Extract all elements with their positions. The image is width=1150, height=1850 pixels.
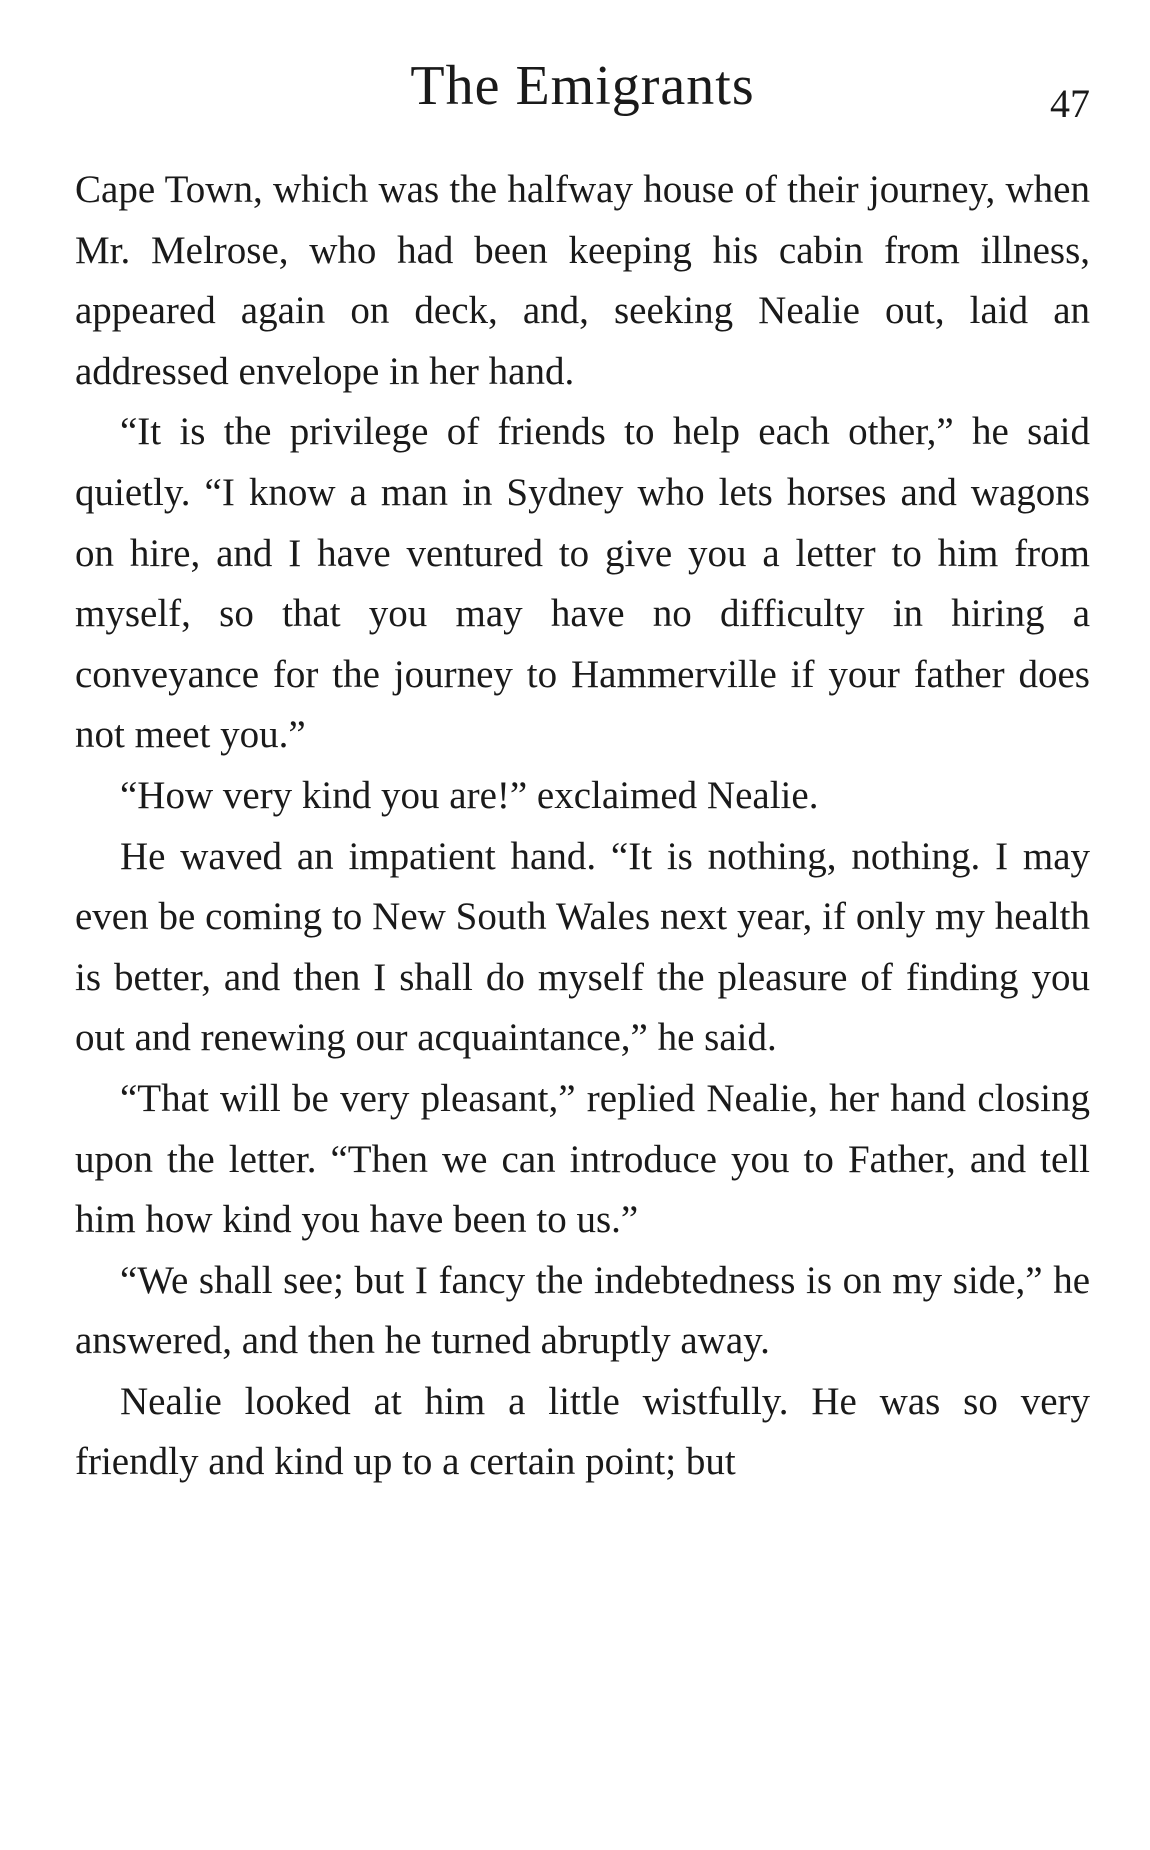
page-header: [75, 40, 1090, 150]
paragraph: “We shall see; but I fancy the indebtedness is on my side,” he answered, and then he turned abruptly away.: [75, 1258, 1090, 1363]
paragraph: He waved an impatient hand. “It is nothing, nothing. I may even be coming to New South Wales next year, if only my health is better, and then I shall do myself the pleasure of finding you out and renewing our acquaintance,” he said.: [75, 834, 1090, 1060]
paragraph-continuation: Cape Town, which was the halfway house of their journey, when Mr. Melrose, who had been keeping his cabin from illness, appeared again on deck, and, seeking Nealie out, laid an addressed envelope in her hand.: [75, 168, 1090, 393]
page-number: 47: [1050, 81, 1090, 126]
paragraph: Nealie looked at him a little wistfully. He was so very friendly and kind up to a certain point; but: [75, 1379, 1090, 1484]
body-text: [75, 160, 1090, 1493]
paragraph: “That will be very pleasant,” replied Nealie, her hand closing upon the letter. “Then we can introduce you to Father, and tell him how kind you have been to us.”: [75, 1076, 1090, 1242]
running-title: The Emigrants: [410, 55, 755, 117]
paragraph: “It is the privilege of friends to help each other,” he said quietly. “I know a man in Sydney who lets horses and wagons on hire, and I have ventured to give you a letter to him from myself, so that you may have no difficulty in hiring a conveyance for the journey to Hammerville if your father does not meet you.”: [75, 410, 1090, 757]
paragraph: “How very kind you are!” exclaimed Nealie.: [120, 773, 819, 817]
